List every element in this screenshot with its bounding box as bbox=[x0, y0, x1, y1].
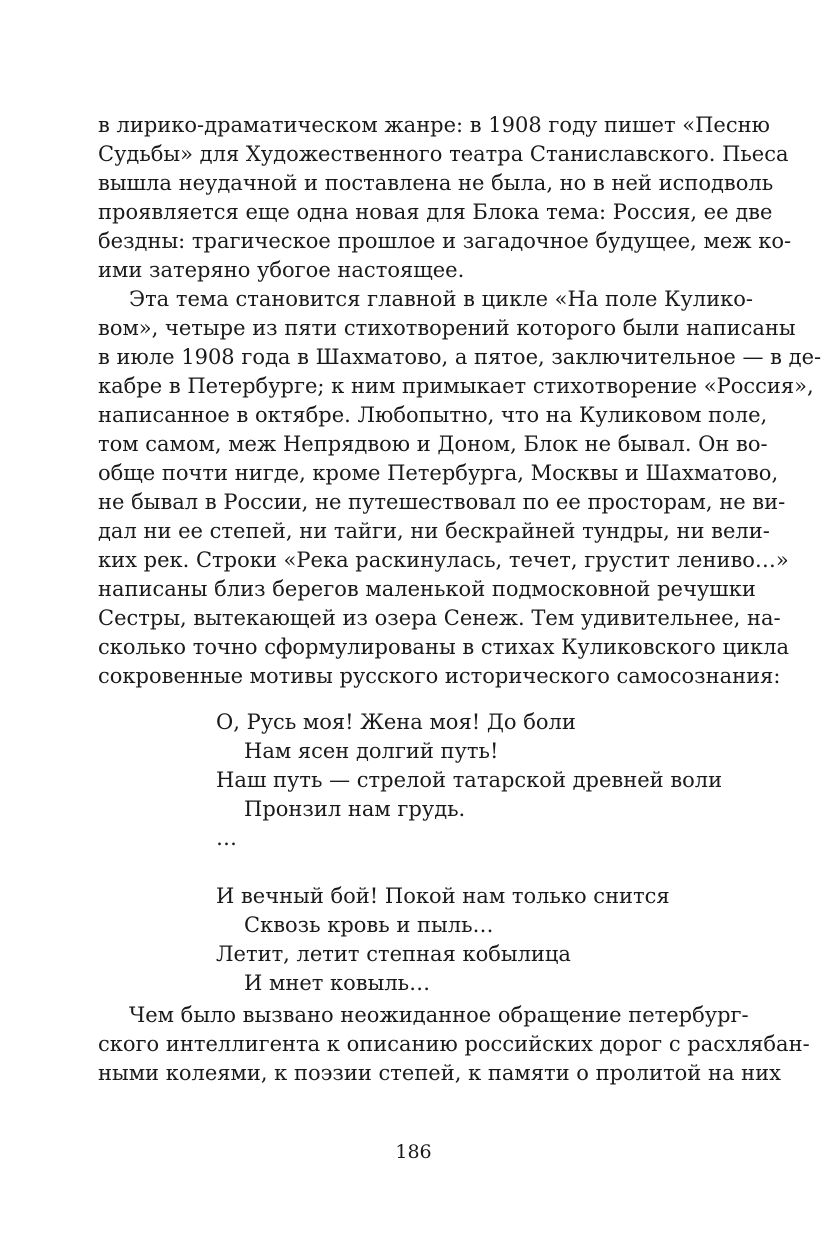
paragraph-3 bbox=[98, 1001, 810, 1088]
text-line: ского интеллигента к описанию российских дорог с расхлябан- bbox=[98, 1032, 810, 1056]
text-line: не бывал в России, не путешествовал по ее просторам, не ви- bbox=[98, 490, 786, 514]
text-line: написанное в октябре. Любопытно, что на Куликовом поле, bbox=[98, 403, 768, 427]
poem-ellipsis: … bbox=[216, 826, 237, 850]
paragraph-1 bbox=[98, 111, 792, 285]
text-line: обще почти нигде, кроме Петербурга, Москвы и Шахматово, bbox=[98, 461, 779, 485]
verse-line: О, Русь моя! Жена моя! До боли bbox=[216, 710, 576, 734]
text-line: написаны близ берегов маленькой подмосковной речушки bbox=[98, 577, 756, 601]
verse-line: Наш путь — стрелой татарской древней воли bbox=[216, 768, 723, 792]
text-line: ными колеями, к поэзии степей, к памяти о пролитой на них bbox=[98, 1061, 781, 1085]
paragraph-2 bbox=[98, 285, 822, 691]
page-body bbox=[98, 111, 822, 1088]
poem-quote bbox=[98, 708, 744, 998]
verse-line: Пронзил нам грудь. bbox=[244, 797, 466, 821]
poem-stanza-1 bbox=[216, 708, 744, 824]
text-line: Судьбы» для Художественного театра Станиславского. Пьеса bbox=[98, 142, 789, 166]
text-line: том самом, меж Непрядвою и Доном, Блок не бывал. Он во- bbox=[98, 432, 768, 456]
text-line: вышла неудачной и поставлена не была, но в ней исподволь bbox=[98, 171, 774, 195]
text-line: вом», четыре из пяти стихотворений которого были написаны bbox=[98, 316, 796, 340]
text-line: дал ни ее степей, ни тайги, ни бескрайней тундры, ни вели- bbox=[98, 519, 770, 543]
text-line: в лирико-драматическом жанре: в 1908 году пишет «Песню bbox=[98, 113, 770, 137]
stanza-gap bbox=[216, 853, 744, 882]
page-number: 186 bbox=[395, 1141, 432, 1163]
text-line: ких рек. Строки «Река раскинулась, течет, грустит лениво…» bbox=[98, 548, 789, 572]
poem-stanza-2 bbox=[216, 882, 744, 998]
text-line: сколько точно сформулированы в стихах Куликовского цикла bbox=[98, 635, 789, 659]
verse-line: И мнет ковыль… bbox=[244, 971, 431, 995]
text-line: в июле 1908 года в Шахматово, а пятое, заключительное — в де- bbox=[98, 345, 822, 369]
verse-line: Сквозь кровь и пыль… bbox=[244, 913, 494, 937]
text-line: Сестры, вытекающей из озера Сенеж. Тем удивительнее, на- bbox=[98, 606, 781, 630]
text-line: ими затеряно убогое настоящее. bbox=[98, 258, 465, 282]
verse-line: Нам ясен долгий путь! bbox=[244, 739, 499, 763]
text-line: Чем было вызвано неожиданное обращение петербург- bbox=[129, 1003, 749, 1027]
text-line: кабре в Петербурге; к ним примыкает стихотворение «Россия», bbox=[98, 374, 814, 398]
text-line: бездны: трагическое прошлое и загадочное будущее, меж ко- bbox=[98, 229, 792, 253]
verse-line: И вечный бой! Покой нам только снится bbox=[216, 884, 670, 908]
text-line: Эта тема становится главной в цикле «На поле Кулико- bbox=[129, 287, 753, 311]
text-line: проявляется еще одна новая для Блока тема: Россия, ее две bbox=[98, 200, 773, 224]
text-line: сокровенные мотивы русского исторического самосознания: bbox=[98, 664, 781, 688]
verse-line: Летит, летит степная кобылица bbox=[216, 942, 571, 966]
